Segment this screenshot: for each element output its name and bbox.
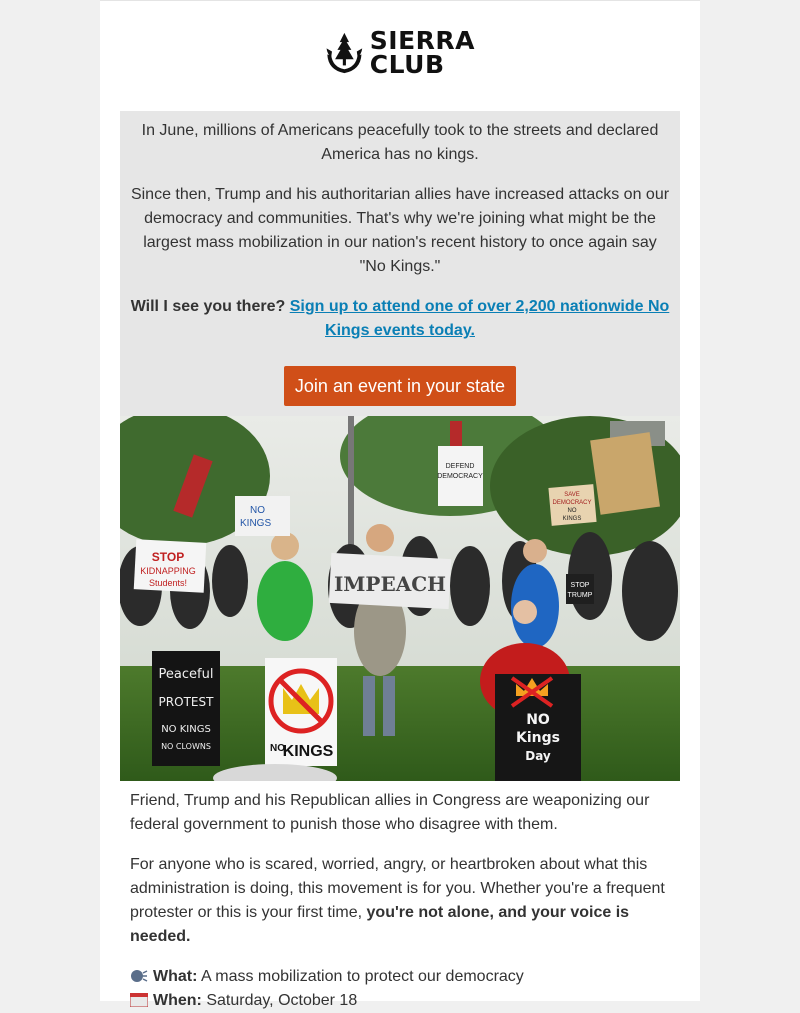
body-paragraph-2-text: For anyone who is scared, worried, angry, or heartbroken about what this administration is doing, this movement is for you. Whether you're a frequent protester or this is your first time, — [130, 856, 665, 921]
sierra-club-logo[interactable] — [325, 23, 475, 83]
sign-defend-line1: DEFEND — [445, 463, 475, 470]
protest-photo[interactable] — [120, 416, 680, 781]
logo-line-2: CLUB — [369, 50, 445, 79]
signup-link[interactable]: Sign up to attend one of over 2,200 nationwide No Kings events today. — [289, 298, 670, 339]
sign-peaceful-line2: PROTEST — [158, 695, 214, 709]
sign-stop-trump-line2: TRUMP — [567, 592, 593, 599]
question-text: Will I see you there? — [130, 298, 286, 315]
when-line — [130, 989, 675, 1013]
sign-stop-line2: KIDNAPPING — [140, 566, 196, 576]
sign-stop-line1: STOP — [151, 550, 185, 564]
intro-question — [130, 295, 670, 343]
sign-peaceful-protest — [152, 651, 220, 766]
what-value: A mass mobilization to protect our democracy — [197, 968, 524, 985]
email-body — [100, 0, 700, 1009]
intro-paragraph-1: In June, millions of Americans peacefully took to the streets and declared America has no kings. — [141, 122, 659, 163]
sign-stop-trump — [566, 574, 594, 604]
sign-no-kings-day — [495, 674, 581, 781]
sign-crown-kings: KINGS — [282, 743, 334, 760]
sign-impeach-text: IMPEACH — [333, 572, 447, 596]
sign-peaceful-line4: NO CLOWNS — [161, 742, 211, 751]
what-line — [130, 965, 675, 989]
sign-crown-no: NO — [270, 743, 285, 754]
body-paragraph-2-bold: you're not alone, and your voice is needed. — [130, 904, 630, 945]
sign-day-line3: Day — [525, 749, 551, 763]
join-event-button[interactable]: Join an event in your state — [284, 366, 516, 406]
tree-logo-icon — [325, 25, 364, 81]
sign-save-line2: DEMOCRACY — [552, 500, 592, 506]
sign-defend-line2: DEMOCRACY — [437, 473, 483, 480]
body-paragraph-2 — [130, 853, 675, 949]
when-value: Saturday, October 18 — [201, 992, 358, 1009]
sign-small-kings: KINGS — [240, 518, 272, 529]
sign-no-kings-crown — [265, 658, 337, 766]
logo-line-1: SIERRA — [369, 26, 475, 55]
calendar-icon — [130, 993, 148, 1007]
sign-defend-democracy — [437, 446, 483, 506]
sign-save-line3: NO — [567, 508, 577, 514]
sign-save-democracy — [548, 484, 596, 526]
sign-impeach — [329, 553, 451, 609]
sign-day-line1: NO — [526, 712, 550, 728]
intro-panel — [120, 111, 680, 417]
sign-save-line4: KINGS — [562, 516, 582, 522]
sign-peaceful-line3: NO KINGS — [161, 724, 211, 735]
sign-stop-line3: Students! — [148, 578, 188, 588]
intro-paragraph-2: Since then, Trump and his authoritarian allies have increased attacks on our democracy and communities. That's why we're joining what might be the largest mass mobilization in our nation's recent history to once again say "No Kings." — [130, 186, 670, 275]
sign-peaceful-line1: Peaceful — [158, 667, 214, 682]
sign-day-line2: Kings — [516, 730, 560, 746]
sign-small-no: NO — [250, 505, 265, 516]
body-paragraph-1: Friend, Trump and his Republican allies in Congress are weaponizing our federal government to punish those who disagree with them. — [130, 792, 650, 833]
speaking-head-icon — [130, 969, 148, 983]
sign-stop-kidnapping — [134, 539, 207, 593]
sign-small-no-kings — [235, 496, 290, 536]
when-label: When: — [153, 992, 202, 1009]
what-label: What: — [153, 968, 198, 985]
sign-save-line1: SAVE — [564, 492, 580, 498]
sign-stop-trump-line1: STOP — [570, 582, 590, 589]
logo-wordmark — [369, 26, 475, 79]
